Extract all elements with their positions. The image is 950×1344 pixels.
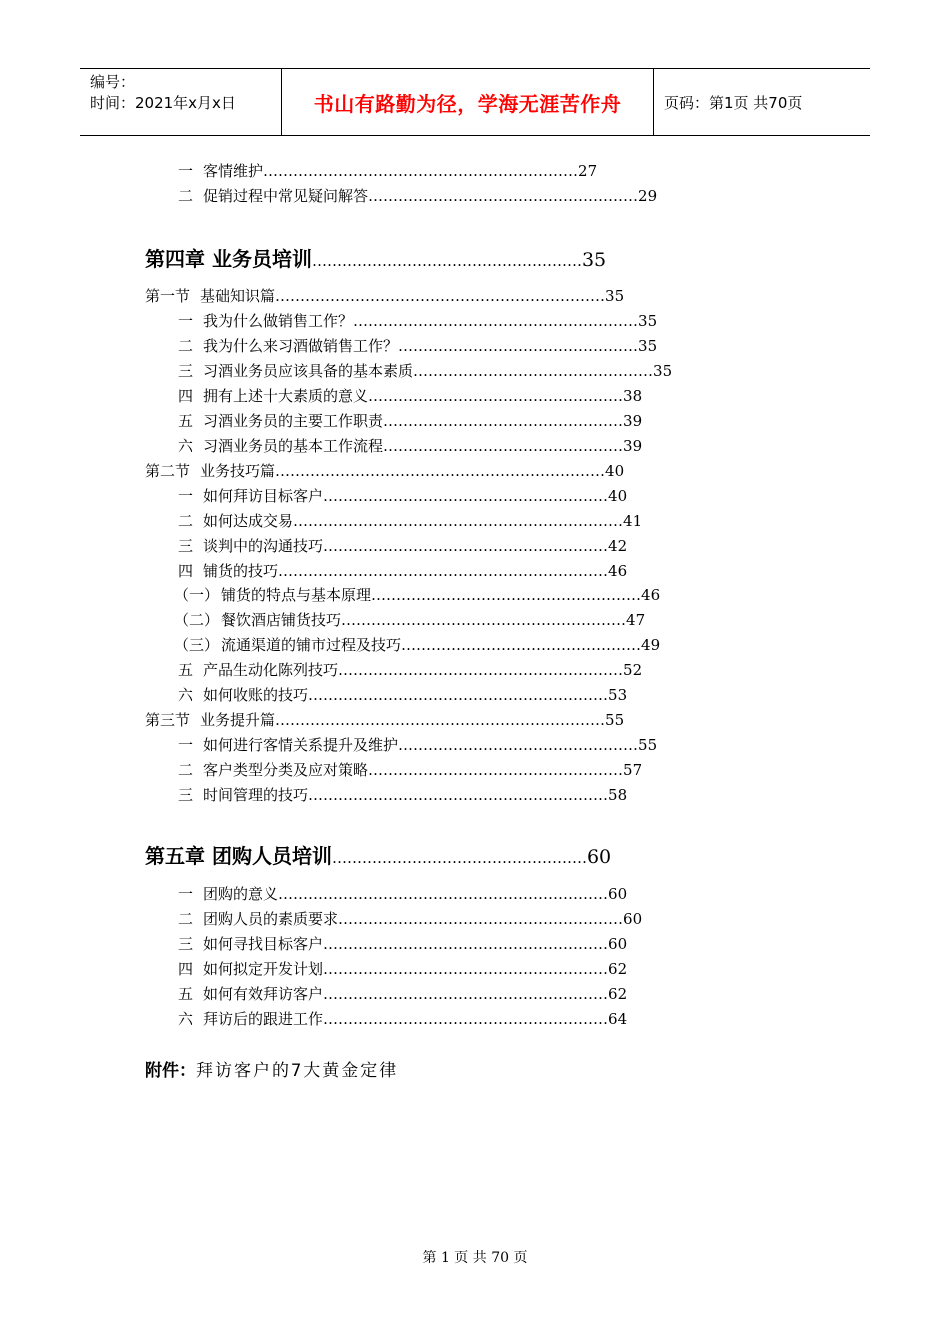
toc-entry-number: 三 — [178, 935, 194, 953]
toc-entry-page: 62 — [608, 960, 628, 978]
toc-entry-number: 三 — [178, 362, 194, 380]
toc-entry[interactable] — [178, 386, 642, 406]
toc-leader-dots: …………………………………………………… — [308, 786, 609, 804]
toc-entry-title: 如何有效拜访客户 — [203, 985, 324, 1003]
toc-entry[interactable] — [178, 909, 642, 929]
chapter-title: 第五章 团购人员培训 — [145, 844, 332, 868]
toc-entry-page: 47 — [626, 611, 646, 629]
toc-leader-dots: ………………………………………………… — [323, 960, 609, 978]
toc-entry-page: 35 — [638, 337, 658, 355]
toc-leader-dots: ………………………………………………………… — [293, 512, 624, 530]
toc-entry-page: 53 — [608, 686, 628, 704]
toc-leader-dots: ………………………………………………………… — [275, 711, 606, 729]
toc-entry-page: 38 — [623, 387, 643, 405]
toc-entry-page: 55 — [605, 711, 625, 729]
toc-entry[interactable] — [174, 635, 660, 655]
toc-entry-title: 团购的意义 — [203, 885, 279, 903]
toc-entry-title: 拥有上述十大素质的意义 — [203, 387, 369, 405]
toc-entry-title: 习酒业务员的主要工作职责 — [203, 412, 384, 430]
toc-entry-title: 铺货的特点与基本原理 — [221, 586, 372, 604]
toc-entry[interactable] — [178, 760, 642, 780]
toc-entry-page: 52 — [623, 661, 643, 679]
toc-entry[interactable] — [178, 660, 642, 680]
toc-entry-number: 六 — [178, 1010, 194, 1028]
toc-leader-dots: ………………………………………………… — [338, 910, 624, 928]
toc-entry[interactable] — [178, 735, 657, 755]
chapter-heading[interactable] — [145, 843, 611, 871]
toc-entry-number: 一 — [178, 312, 194, 330]
toc-entry-page: 46 — [608, 562, 628, 580]
toc-leader-dots: ………………………………………………………… — [278, 885, 609, 903]
toc-leader-dots: ………………………………………… — [401, 636, 642, 654]
chapter-heading[interactable] — [145, 246, 606, 274]
toc-entry[interactable] — [178, 1009, 627, 1029]
toc-entry-title: 如何收账的技巧 — [203, 686, 309, 704]
toc-leader-dots: ………………………………………………… — [353, 312, 639, 330]
toc-entry[interactable] — [145, 286, 624, 306]
toc-entry-title: 如何达成交易 — [203, 512, 294, 530]
toc-entry-title: 拜访后的跟进工作 — [203, 1010, 324, 1028]
toc-entry-title: 业务技巧篇 — [200, 462, 276, 480]
toc-leader-dots: ………………………………………… — [398, 337, 639, 355]
toc-entry[interactable] — [178, 486, 627, 506]
toc-entry-number: 三 — [178, 786, 194, 804]
toc-leader-dots: ………………………………………………………… — [275, 462, 606, 480]
toc-entry-number: 四 — [178, 960, 194, 978]
toc-entry-title: 客户类型分类及应对策略 — [203, 761, 369, 779]
appendix-label: 附件： — [145, 1061, 196, 1081]
toc-entry-title: 如何寻找目标客户 — [203, 935, 324, 953]
toc-entry-page: 42 — [608, 537, 628, 555]
toc-entry-number: 六 — [178, 437, 194, 455]
toc-entry[interactable] — [178, 411, 642, 431]
appendix-title: 拜访客户的7大黄金定律 — [196, 1061, 399, 1081]
toc-entry-page: 60 — [608, 935, 628, 953]
toc-leader-dots: ………………………………………… — [413, 362, 654, 380]
toc-entry-page: 55 — [638, 736, 658, 754]
toc-entry-number: 五 — [178, 985, 194, 1003]
toc-entry[interactable] — [178, 311, 657, 331]
toc-entry-title: 我为什么来习酒做销售工作？ — [203, 337, 399, 355]
toc-leader-dots: ……………………………………………… — [371, 586, 642, 604]
toc-entry-page: 27 — [578, 162, 598, 180]
document-number-label: 编号： — [90, 73, 136, 91]
document-header — [80, 68, 870, 136]
toc-entry[interactable] — [178, 436, 642, 456]
toc-leader-dots: ………………………………………………… — [341, 611, 627, 629]
toc-entry-number: 五 — [178, 661, 194, 679]
toc-entry[interactable] — [178, 336, 657, 356]
toc-entry-title: 团购人员的素质要求 — [203, 910, 339, 928]
toc-entry-page: 58 — [608, 786, 628, 804]
toc-entry-page: 60 — [623, 910, 643, 928]
toc-leader-dots: ………………………………………… — [383, 412, 624, 430]
toc-entry-page: 39 — [623, 412, 643, 430]
toc-entry-number: 第二节 — [145, 462, 191, 480]
toc-entry-page: 57 — [623, 761, 643, 779]
chapter-leader-dots: …………………………………………… — [331, 849, 587, 867]
toc-entry-number: 一 — [178, 487, 194, 505]
toc-entry-number: 五 — [178, 412, 194, 430]
toc-leader-dots: ………………………………………………… — [323, 487, 609, 505]
toc-entry-page: 40 — [608, 487, 628, 505]
toc-entry-title: 如何拜访目标客户 — [203, 487, 324, 505]
toc-entry-page: 29 — [638, 187, 658, 205]
toc-entry-title: 习酒业务员的基本工作流程 — [203, 437, 384, 455]
toc-entry-title: 餐饮酒店铺货技巧 — [221, 611, 342, 629]
toc-entry[interactable] — [178, 934, 627, 954]
chapter-page: 60 — [586, 846, 612, 868]
toc-entry-title: 谈判中的沟通技巧 — [203, 537, 324, 555]
toc-entry-page: 39 — [623, 437, 643, 455]
header-motto: 书山有路勤为径，学海无涯苦作舟 — [282, 69, 654, 135]
toc-entry-number: （一） — [174, 586, 220, 604]
toc-leader-dots: ………………………………………… — [398, 736, 639, 754]
toc-entry-title: 时间管理的技巧 — [203, 786, 309, 804]
toc-entry-number: 二 — [178, 337, 194, 355]
toc-leader-dots: ………………………………………………… — [323, 1010, 609, 1028]
toc-entry-title: 产品生动化陈列技巧 — [203, 661, 339, 679]
toc-entry-number: 一 — [178, 162, 194, 180]
toc-entry-title: 流通渠道的铺市过程及技巧 — [221, 636, 402, 654]
chapter-page: 35 — [581, 249, 607, 271]
toc-entry-number: 一 — [178, 885, 194, 903]
toc-entry[interactable] — [178, 161, 597, 181]
toc-entry[interactable] — [178, 186, 657, 206]
toc-entry-number: 一 — [178, 736, 194, 754]
toc-leader-dots: …………………………………………… — [368, 387, 624, 405]
toc-entry[interactable] — [178, 959, 627, 979]
chapter-title: 第四章 业务员培训 — [145, 247, 312, 271]
toc-entry-page: 64 — [608, 1010, 628, 1028]
appendix-line — [145, 1056, 398, 1081]
toc-entry[interactable] — [174, 610, 645, 630]
toc-entry-title: 客情维护 — [203, 162, 264, 180]
toc-entry[interactable] — [174, 585, 660, 605]
toc-entry-page: 40 — [605, 462, 625, 480]
toc-entry-title: 业务提升篇 — [200, 711, 276, 729]
toc-entry-page: 62 — [608, 985, 628, 1003]
toc-entry-number: 第三节 — [145, 711, 191, 729]
toc-leader-dots: …………………………………………………… — [308, 686, 609, 704]
toc-entry-number: 第一节 — [145, 287, 191, 305]
toc-leader-dots: ………………………………………………… — [323, 985, 609, 1003]
toc-leader-dots: ………………………………………………………… — [278, 562, 609, 580]
toc-entry[interactable] — [178, 884, 627, 904]
toc-entry-title: 习酒业务员应该具备的基本素质 — [203, 362, 414, 380]
toc-entry-page: 35 — [653, 362, 673, 380]
toc-entry-title: 如何进行客情关系提升及维护 — [203, 736, 399, 754]
toc-entry[interactable] — [178, 984, 627, 1004]
toc-entry-title: 如何拟定开发计划 — [203, 960, 324, 978]
document-time: 时间：2021年x月x日 — [90, 94, 236, 112]
toc-entry-number: 二 — [178, 187, 194, 205]
toc-entry-title: 促销过程中常见疑问解答 — [203, 187, 369, 205]
toc-entry-number: （三） — [174, 636, 220, 654]
toc-entry[interactable] — [178, 561, 627, 581]
toc-entry-page: 41 — [623, 512, 643, 530]
toc-leader-dots: ……………………………………………… — [368, 187, 639, 205]
toc-leader-dots: ………………………………………………… — [323, 935, 609, 953]
toc-entry-page: 49 — [641, 636, 661, 654]
toc-entry-page: 60 — [608, 885, 628, 903]
toc-leader-dots: ………………………………………………… — [323, 537, 609, 555]
toc-entry[interactable] — [178, 536, 627, 556]
toc-entry-page: 35 — [605, 287, 625, 305]
toc-entry-number: 四 — [178, 562, 194, 580]
toc-entry-page: 46 — [641, 586, 661, 604]
header-page-info: 页码：第1页 共70页 — [664, 93, 803, 112]
header-meta — [80, 69, 282, 135]
toc-entry-number: 六 — [178, 686, 194, 704]
toc-leader-dots: ………………………………………………… — [338, 661, 624, 679]
toc-leader-dots: …………………………………………… — [368, 761, 624, 779]
toc-entry[interactable] — [178, 685, 627, 705]
toc-leader-dots: ………………………………………………………… — [275, 287, 606, 305]
toc-entry-number: （二） — [174, 611, 220, 629]
toc-entry-title: 我为什么做销售工作？ — [203, 312, 354, 330]
page-footer: 第 1 页 共 70 页 — [422, 1250, 528, 1266]
toc-entry[interactable] — [145, 710, 624, 730]
toc-entry[interactable] — [178, 361, 672, 381]
toc-entry-page: 35 — [638, 312, 658, 330]
toc-entry-number: 二 — [178, 910, 194, 928]
toc-leader-dots: ………………………………………… — [383, 437, 624, 455]
toc-leader-dots: ……………………………………………………… — [263, 162, 579, 180]
toc-entry-number: 二 — [178, 512, 194, 530]
toc-entry-number: 三 — [178, 537, 194, 555]
toc-entry-number: 四 — [178, 387, 194, 405]
toc-entry[interactable] — [178, 785, 627, 805]
toc-entry-title: 基础知识篇 — [200, 287, 276, 305]
toc-entry[interactable] — [178, 511, 642, 531]
chapter-leader-dots: ……………………………………………… — [311, 252, 582, 270]
toc-entry[interactable] — [145, 461, 624, 481]
toc-entry-number: 二 — [178, 761, 194, 779]
toc-entry-title: 铺货的技巧 — [203, 562, 279, 580]
